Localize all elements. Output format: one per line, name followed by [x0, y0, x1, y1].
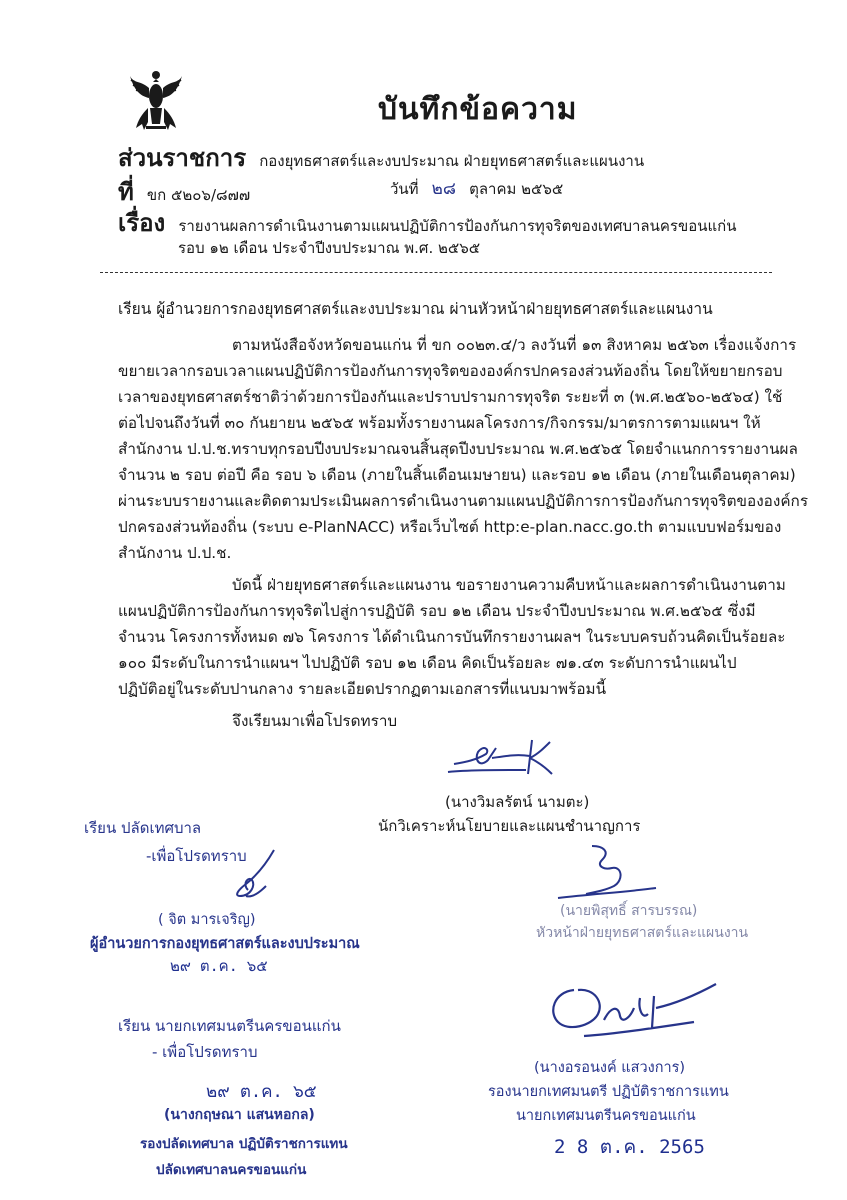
- memo-title: บันทึกข้อความ: [378, 92, 578, 127]
- agency-value: กองยุทธศาสตร์และงบประมาณ ฝ่ายยุทธศาสตร์และแผนงาน: [259, 152, 645, 170]
- subject-line-2: รอบ ๑๒ เดือน ประจำปีงบประมาณ พ.ศ. ๒๕๖๕: [178, 239, 481, 257]
- endorse-1-line-2: -เพื่อโปรดทราบ: [146, 847, 247, 865]
- endorse-5-date: 2 8 ต.ค. 2565: [554, 1136, 705, 1158]
- para1-line: ตามหนังสือจังหวัดขอนแก่น ที่ ขก ๐๐๒๓.๔/ว ลงวันที่ ๑๓ สิงหาคม ๒๕๖๓ เรื่องแจ้งการ: [232, 336, 797, 354]
- date-day: ๒๘: [431, 179, 456, 199]
- para1-line: ต่อไปจนถึงวันที่ ๓๐ กันยายน ๒๕๖๕ พร้อมทั้งรายงานผลโครงการ/กิจกรรม/มาตรการตามแผนฯ ให้: [118, 414, 761, 432]
- para2-line: ปฏิบัติอยู่ในระดับปานกลาง รายละเอียดปรากฏตามเอกสารที่แนบมาพร้อมนี้: [118, 680, 607, 698]
- date-month-year: ตุลาคม ๒๕๖๕: [469, 180, 564, 198]
- para1-line: สำนักงาน ป.ป.ช.: [118, 544, 232, 562]
- signature-4: [544, 978, 734, 1048]
- para1-line: ขยายเวลากรอบเวลาแผนปฏิบัติการป้องกันการทุจริตขององค์กรปกครองส่วนท้องถิ่น โดยให้ขยายกรอบ: [118, 362, 783, 380]
- date-label: วันที่: [390, 180, 419, 198]
- date-row: [390, 175, 563, 202]
- para1-line: จำนวน ๒ รอบ ต่อปี คือ รอบ ๖ เดือน (ภายในสิ้นเดือนเมษายน) และรอบ ๑๒ เดือน (ภายในเดือนตุลาคม): [118, 466, 796, 484]
- agency-label: ส่วนราชการ: [118, 144, 247, 172]
- endorse-5-name: (นางอรอนงค์ แสวงการ): [534, 1060, 686, 1076]
- para1-line: ผ่านระบบรายงานและติดตามประเมินผลการดำเนินงานตามแผนปฏิบัติการการป้องกันการทุจริตขององค์กร: [118, 492, 809, 510]
- para2-line: จำนวน โครงการทั้งหมด ๗๖ โครงการ ได้ดำเนินการบันทึกรายงานผลฯ ในระบบครบถ้วนคิดเป็นร้อยละ: [118, 628, 786, 646]
- endorse-3-date: ๒๙ ต.ค. ๖๕: [170, 957, 268, 975]
- signature-2: [226, 846, 286, 906]
- endorse-2-position: หัวหน้าฝ่ายยุทธศาสตร์และแผนงาน: [536, 925, 749, 941]
- endorse-4-name: (นางกฤษณา แสนหอกล): [164, 1107, 315, 1123]
- para1-line: สำนักงาน ป.ป.ช.ทราบทุกรอบปีงบประมาณจนสิ้นสุดปีงบประมาณ พ.ศ.๒๕๖๕ โดยจำแนกการรายงานผล: [118, 440, 798, 458]
- endorse-4-line-1: เรียน นายกเทศมนตรีนครขอนแก่น: [118, 1017, 341, 1035]
- signer-1-position: นักวิเคราะห์นโยบายและแผนชำนาญการ: [378, 817, 641, 835]
- endorse-1-line-1: เรียน ปลัดเทศบาล: [84, 819, 202, 837]
- separator-line: [100, 272, 772, 273]
- endorse-5-position-1: รองนายกเทศมนตรี ปฏิบัติราชการแทน: [488, 1084, 729, 1100]
- para2-line: แผนปฏิบัติการป้องกันการทุจริตไปสู่การปฏิบัติ รอบ ๑๒ เดือน ประจำปีงบประมาณ พ.ศ.๒๕๖๕ ซึ่งมี: [118, 602, 756, 620]
- endorse-4-date: ๒๙ ต.ค. ๖๕: [206, 1082, 317, 1102]
- garuda-emblem-icon: [128, 66, 184, 136]
- signer-1-name: (นางวิมลรัตน์ นามตะ): [445, 793, 590, 811]
- para2-line: บัดนี้ ฝ่ายยุทธศาสตร์และแผนงาน ขอรายงานความคืบหน้าและผลการดำเนินงานตาม: [232, 576, 786, 594]
- signature-3: [552, 840, 662, 900]
- endorse-4-line-2: - เพื่อโปรดทราบ: [152, 1043, 258, 1061]
- para1-line: เวลาของยุทธศาสตร์ชาติว่าด้วยการป้องกันและปราบปรามการทุจริต ระยะที่ ๓ (พ.ศ.๒๕๖๐-๒๕๖๔) ใช้: [118, 388, 783, 406]
- endorse-3-name: ( จิต มารเจริญ): [158, 912, 256, 928]
- para1-line: ปกครองส่วนท้องถิ่น (ระบบ e-PlanNACC) หรือเว็บไซต์ http:e-plan.nacc.go.th ตามแบบฟอร์มของ: [118, 518, 782, 536]
- ref-value: ขก ๕๒๐๖/๘๗๗: [146, 186, 251, 204]
- endorse-2-name: (นายพิสุทธิ์ สารบรรณ): [560, 903, 698, 919]
- signature-1: [446, 734, 556, 784]
- salutation: เรียน ผู้อำนวยการกองยุทธศาสตร์และงบประมาณ ผ่านหัวหน้าฝ่ายยุทธศาสตร์และแผนงาน: [118, 300, 713, 318]
- ref-label: ที่: [118, 178, 134, 206]
- subject-label: เรื่อง: [118, 209, 166, 237]
- endorse-4-position-2: ปลัดเทศบาลนครขอนแก่น: [156, 1162, 307, 1178]
- endorse-4-position-1: รองปลัดเทศบาล ปฏิบัติราชการแทน: [140, 1136, 348, 1152]
- para2-line: ๑๐๐ มีระดับในการนำแผนฯ ไปปฏิบัติ รอบ ๑๒ เดือน คิดเป็นร้อยละ ๗๑.๔๓ ระดับการนำแผนไป: [118, 654, 737, 672]
- endorse-3-position: ผู้อำนวยการกองยุทธศาสตร์และงบประมาณ: [90, 936, 360, 952]
- subject-line-1: รายงานผลการดำเนินงานตามแผนปฏิบัติการป้องกันการทุจริตของเทศบาลนครขอนแก่น: [178, 217, 737, 235]
- endorse-5-position-2: นายกเทศมนตรีนครขอนแก่น: [516, 1108, 696, 1124]
- closing: จึงเรียนมาเพื่อโปรดทราบ: [232, 712, 398, 730]
